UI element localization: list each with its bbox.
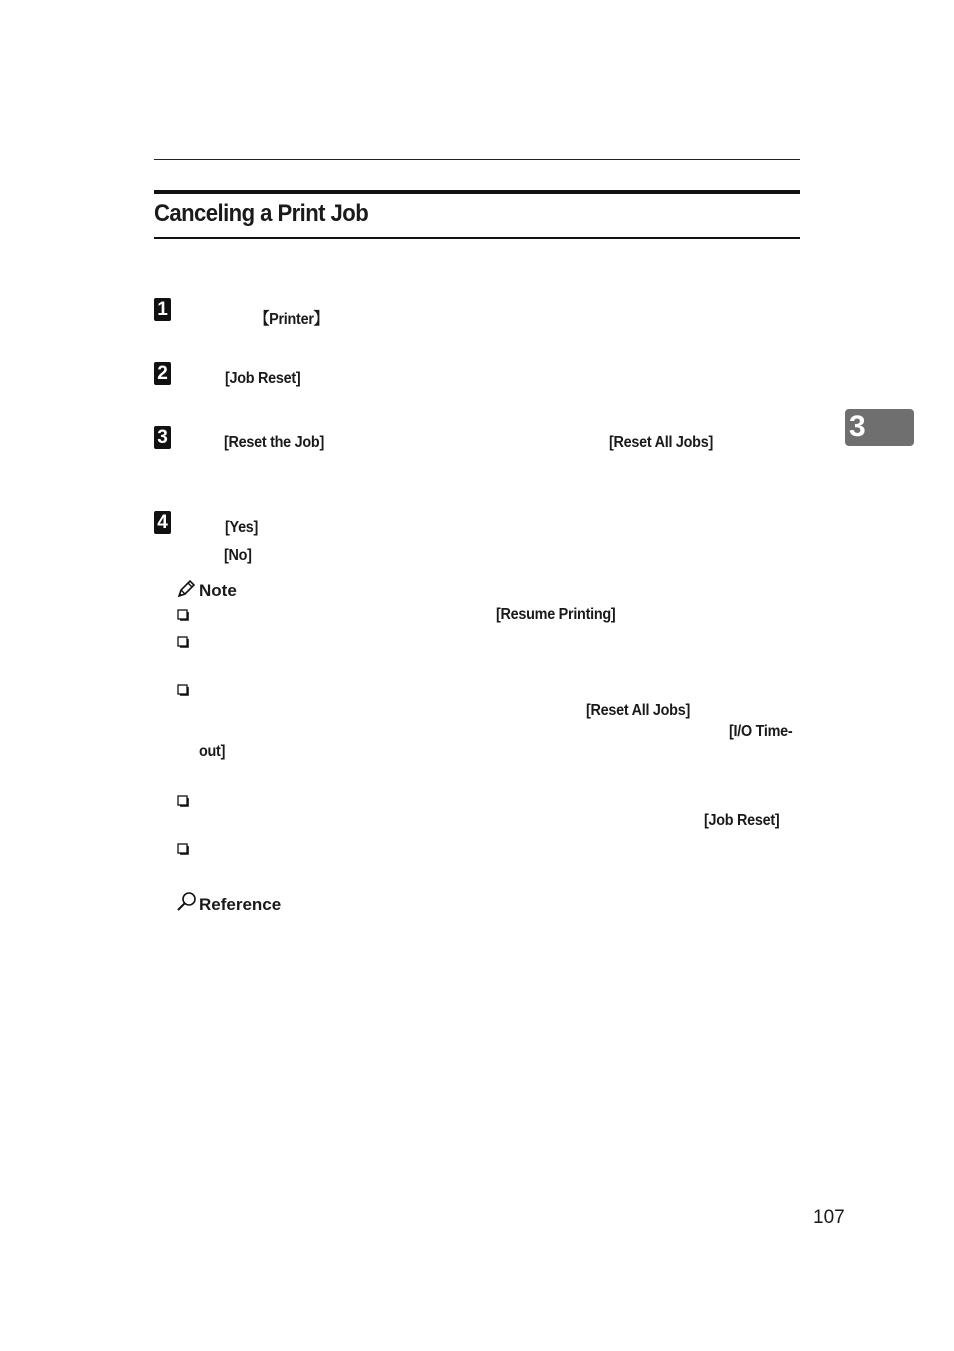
step-2-number: 2	[154, 362, 171, 385]
resume-printing-key: [Resume Printing]	[496, 606, 616, 623]
note-heading: Note	[199, 581, 237, 600]
checkbox-bullet-icon	[177, 684, 188, 695]
reset-all-jobs-note-key: [Reset All Jobs]	[586, 702, 690, 719]
page-number: 107	[813, 1207, 845, 1228]
io-timeout-key-part1: [I/O Time-	[729, 723, 793, 740]
step-1-number: 1	[154, 298, 171, 321]
reset-the-job-key: [Reset the Job]	[224, 434, 324, 451]
printer-key: 【Printer】	[255, 311, 328, 328]
job-reset-key: [Job Reset]	[225, 370, 301, 387]
reference-heading: Reference	[199, 895, 282, 914]
checkbox-bullet-icon	[177, 609, 188, 620]
magnifier-icon	[176, 891, 198, 918]
checkbox-bullet-icon	[177, 843, 188, 854]
page-title: Canceling a Print Job	[154, 200, 369, 227]
yes-key: [Yes]	[225, 519, 259, 536]
checkbox-bullet-icon	[177, 795, 188, 806]
pencil-icon	[176, 579, 196, 604]
title-top-rule	[154, 190, 800, 194]
job-reset-note-key: [Job Reset]	[704, 812, 780, 829]
step-3-number: 3	[154, 426, 171, 449]
title-bottom-rule	[154, 237, 800, 239]
step-4-number: 4	[154, 511, 171, 534]
chapter-tab	[845, 409, 914, 446]
checkbox-bullet-icon	[177, 636, 188, 647]
reset-all-jobs-key: [Reset All Jobs]	[609, 434, 713, 451]
io-timeout-key-part2: out]	[199, 743, 226, 760]
header-rule	[154, 159, 800, 160]
no-key: [No]	[224, 547, 252, 564]
chapter-number: 3	[849, 410, 866, 443]
